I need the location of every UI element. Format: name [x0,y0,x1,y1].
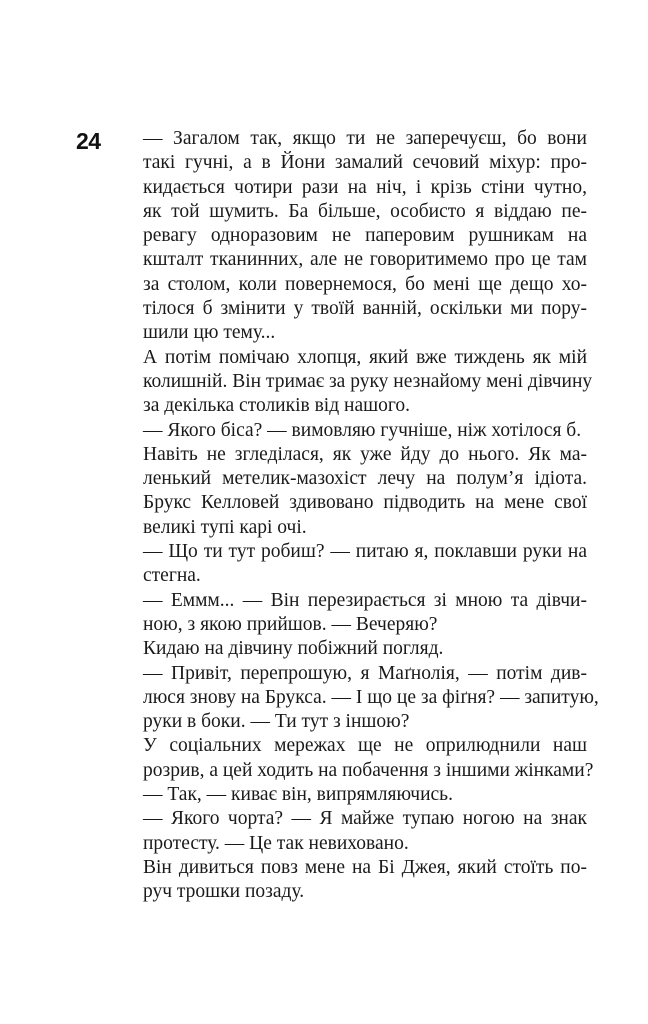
text-line: — Якого біса? — вимовляю гучніше, ніж хотілося б. [143,419,582,441]
text-line: руки в боки. — Ти тут з іншою? [143,711,410,733]
text-line: колишній. Він тримає за руку незнайому мені дівчину [143,370,593,392]
text-line: стегна. [143,565,201,587]
text-line: за столом, коли повернемося, бо мені ще дещо хо- [143,273,587,295]
text-line: Кидаю на дівчину побіжний погляд. [143,638,444,660]
body-text [143,127,599,905]
text-line: А потім помічаю хлопця, який вже тиждень як мій [143,346,587,368]
page-number: 24 [76,128,101,154]
text-line: ревагу одноразовим не паперовим рушникам на [143,225,587,247]
text-line: великі тупі карі очі. [143,516,307,538]
text-line: як той шумить. Ба більше, особисто я віддаю пе- [143,200,587,222]
text-line: за декілька столиків від нашого. [143,395,411,417]
text-line: — Що ти тут робиш? — питаю я, поклавши руки на [143,541,587,563]
text-line: Він дивиться повз мене на Бі Джея, який стоїть по- [143,856,587,878]
text-line: Навіть не згледілася, як уже йду до нього. Як ма- [143,443,587,465]
text-line: люся знову на Брукса. — І що це за фіґня? — запитую, [143,686,599,708]
text-line: — Еммм... — Він перезирається зі мною та дівчи- [143,589,587,611]
text-line: шили цю тему... [143,322,276,344]
text-line: ною, з якою прийшов. — Вечеряю? [143,613,438,635]
text-line: протесту. — Це так невиховано. [143,832,409,854]
text-line: кидається чотири рази на ніч, і крізь стіни чутно, [143,176,587,198]
text-line: — Так, — киває він, випрямляючись. [143,784,453,806]
text-line: Брукс Келловей здивовано підводить на мене свої [143,492,587,514]
text-line: — Загалом так, якщо ти не заперечуєш, бо вони [143,128,587,149]
text-line: кшталт тканинних, але не говоритимемо про це там [143,249,587,271]
text-line: тілося б змінити у твоїй ванній, оскільки ми пору- [143,298,587,320]
text-line: такі гучні, а в Йони замалий сечовий міхур: про- [143,152,587,174]
text-line: — Якого чорта? — Я майже тупаю ногою на знак [143,808,587,830]
text-line: У соціальних мережах ще не оприлюднили наш [143,735,587,757]
text-line: розрив, а цей ходить на побачення з іншими жінками? [143,759,594,781]
text-line: — Привіт, перепрошую, я Маґнолія, — потім див- [143,662,587,684]
text-line: руч трошки позаду. [143,881,305,903]
text-line: ленький метелик-мазохіст лечу на полум’я ідіота. [143,468,587,490]
